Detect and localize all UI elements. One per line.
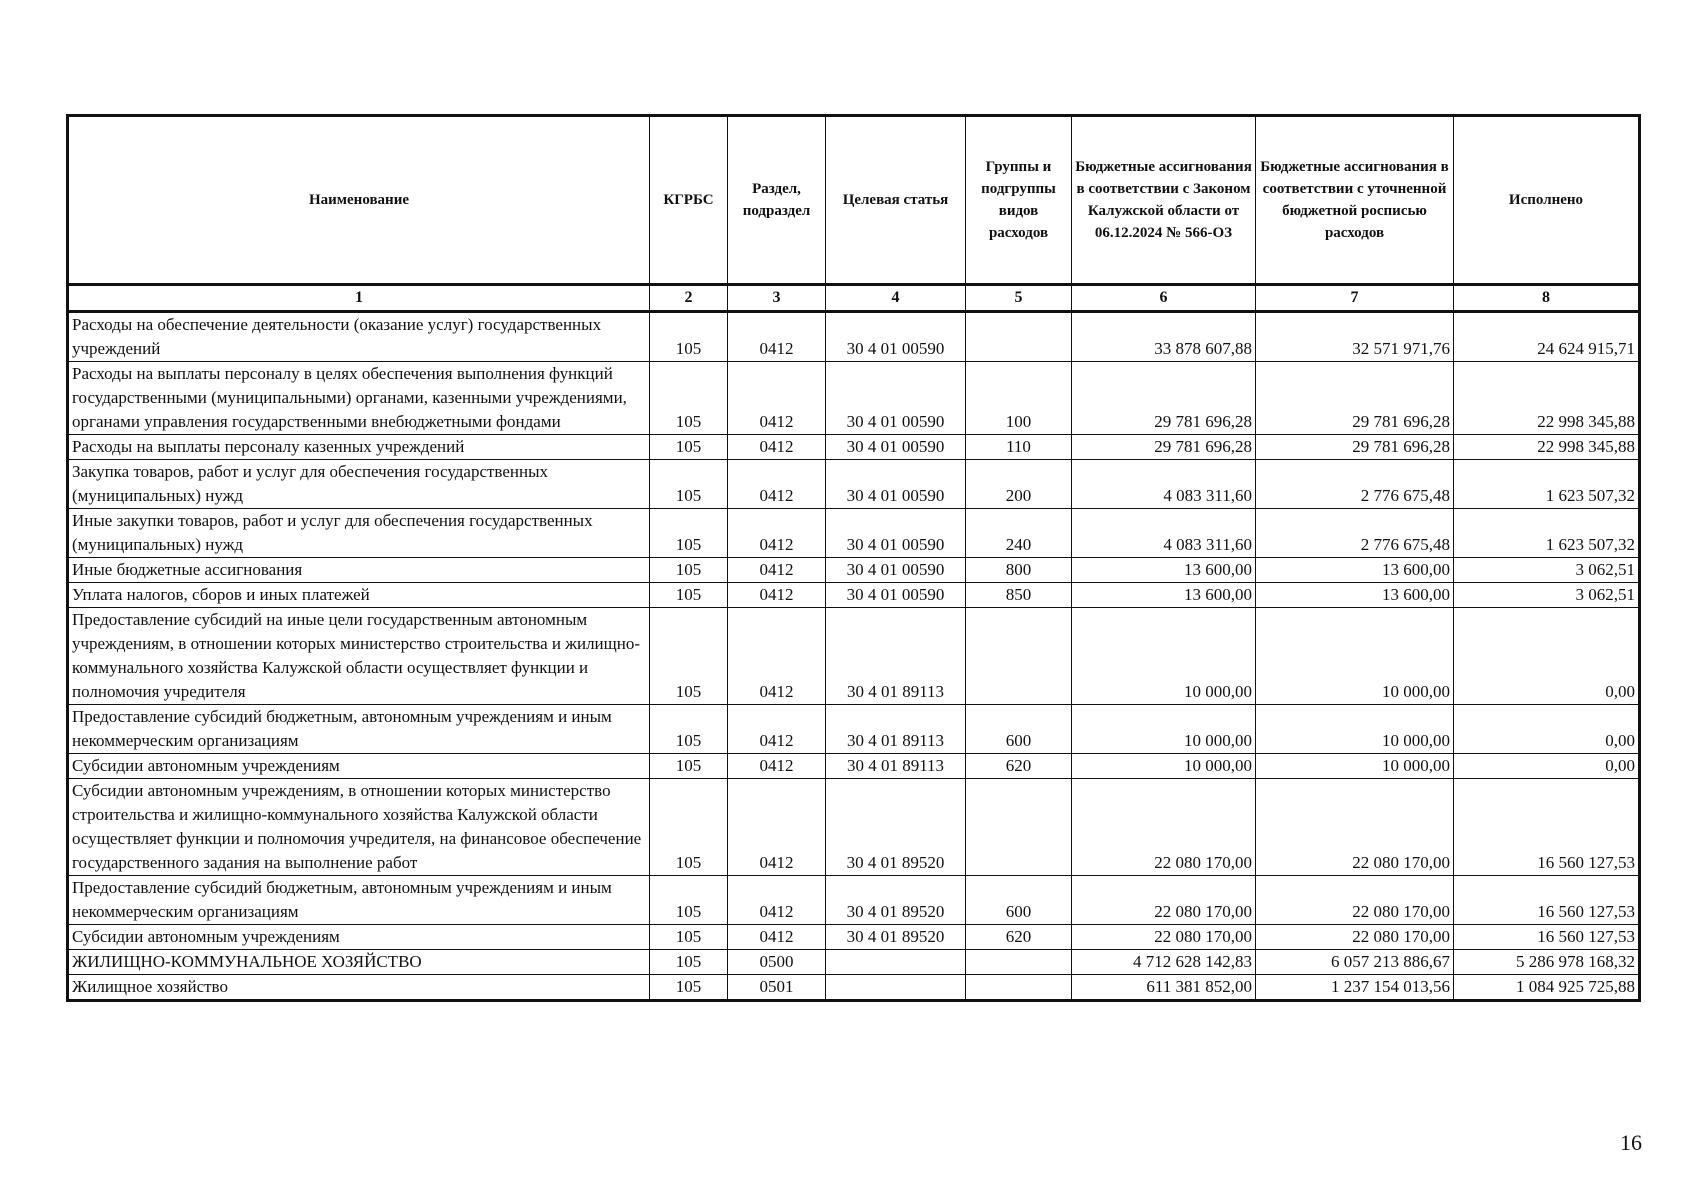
row-law-allocation: 29 781 696,28 [1072,362,1256,435]
row-name: Субсидии автономным учреждениям [68,754,650,779]
row-expense-group: 620 [966,754,1072,779]
row-kgrbs: 105 [650,435,728,460]
row-razdel: 0501 [728,975,826,1001]
row-name: Иные закупки товаров, работ и услуг для обеспечения государственных (муниципальных) нужд [68,509,650,558]
column-number: 2 [650,285,728,312]
row-razdel: 0412 [728,558,826,583]
row-expense-group: 200 [966,460,1072,509]
row-target-article: 30 4 01 00590 [826,312,966,362]
row-expense-group: 100 [966,362,1072,435]
row-expense-group [966,608,1072,705]
row-kgrbs: 105 [650,705,728,754]
row-razdel: 0412 [728,509,826,558]
row-target-article: 30 4 01 89113 [826,705,966,754]
row-kgrbs: 105 [650,975,728,1001]
column-number: 5 [966,285,1072,312]
row-name: Расходы на выплаты персоналу казенных учреждений [68,435,650,460]
row-target-article: 30 4 01 00590 [826,362,966,435]
row-razdel: 0412 [728,460,826,509]
header-target-article: Целевая статья [826,116,966,285]
row-name: Уплата налогов, сборов и иных платежей [68,583,650,608]
row-expense-group: 850 [966,583,1072,608]
row-refined-allocation: 22 080 170,00 [1256,779,1454,876]
row-name: Жилищное хозяйство [68,975,650,1001]
row-expense-group [966,779,1072,876]
row-name: Субсидии автономным учреждениям [68,925,650,950]
table-row [68,754,1640,779]
row-law-allocation: 22 080 170,00 [1072,779,1256,876]
row-executed: 1 623 507,32 [1454,460,1640,509]
column-number-row [68,285,1640,312]
row-executed: 16 560 127,53 [1454,925,1640,950]
row-name: Расходы на обеспечение деятельности (оказание услуг) государственных учреждений [68,312,650,362]
row-name: ЖИЛИЩНО-КОММУНАЛЬНОЕ ХОЗЯЙСТВО [68,950,650,975]
row-razdel: 0412 [728,583,826,608]
row-razdel: 0412 [728,754,826,779]
row-executed: 22 998 345,88 [1454,435,1640,460]
row-target-article [826,975,966,1001]
row-expense-group: 110 [966,435,1072,460]
table-row [68,779,1640,876]
row-law-allocation: 10 000,00 [1072,608,1256,705]
row-target-article: 30 4 01 00590 [826,583,966,608]
row-kgrbs: 105 [650,460,728,509]
row-razdel: 0412 [728,705,826,754]
header-name: Наименование [68,116,650,285]
row-refined-allocation: 2 776 675,48 [1256,509,1454,558]
row-expense-group [966,312,1072,362]
column-number: 4 [826,285,966,312]
header-law-allocations: Бюджетные ассигнования в соответствии с Законом Калужской области от 06.12.2024 № 566-ОЗ [1072,116,1256,285]
row-kgrbs: 105 [650,876,728,925]
row-expense-group: 620 [966,925,1072,950]
row-target-article [826,950,966,975]
row-refined-allocation: 22 080 170,00 [1256,876,1454,925]
row-kgrbs: 105 [650,583,728,608]
row-law-allocation: 33 878 607,88 [1072,312,1256,362]
row-razdel: 0412 [728,362,826,435]
row-refined-allocation: 2 776 675,48 [1256,460,1454,509]
table-row [68,876,1640,925]
row-razdel: 0412 [728,779,826,876]
row-kgrbs: 105 [650,950,728,975]
row-refined-allocation: 6 057 213 886,67 [1256,950,1454,975]
row-law-allocation: 13 600,00 [1072,558,1256,583]
row-expense-group: 240 [966,509,1072,558]
row-name: Закупка товаров, работ и услуг для обеспечения государственных (муниципальных) нужд [68,460,650,509]
row-executed: 5 286 978 168,32 [1454,950,1640,975]
row-law-allocation: 4 083 311,60 [1072,460,1256,509]
row-target-article: 30 4 01 00590 [826,558,966,583]
table-row [68,975,1640,1001]
row-refined-allocation: 22 080 170,00 [1256,925,1454,950]
header-row [68,116,1640,285]
row-law-allocation: 13 600,00 [1072,583,1256,608]
row-executed: 0,00 [1454,608,1640,705]
row-executed: 1 623 507,32 [1454,509,1640,558]
row-target-article: 30 4 01 00590 [826,460,966,509]
table-row [68,509,1640,558]
column-number: 3 [728,285,826,312]
column-number: 8 [1454,285,1640,312]
row-executed: 16 560 127,53 [1454,779,1640,876]
row-razdel: 0412 [728,312,826,362]
row-refined-allocation: 10 000,00 [1256,608,1454,705]
row-target-article: 30 4 01 00590 [826,509,966,558]
column-number: 1 [68,285,650,312]
table-row [68,705,1640,754]
row-refined-allocation: 13 600,00 [1256,583,1454,608]
column-number: 7 [1256,285,1454,312]
row-name: Расходы на выплаты персоналу в целях обеспечения выполнения функций государственными (муниципальными) органами, казенными учреждениями, органами управления государственными внебюджетными фондами [68,362,650,435]
row-refined-allocation: 10 000,00 [1256,705,1454,754]
row-expense-group: 600 [966,876,1072,925]
row-name: Предоставление субсидий бюджетным, автономным учреждениям и иным некоммерческим организациям [68,705,650,754]
row-razdel: 0412 [728,876,826,925]
row-target-article: 30 4 01 89113 [826,754,966,779]
row-expense-group: 600 [966,705,1072,754]
row-executed: 0,00 [1454,754,1640,779]
row-executed: 24 624 915,71 [1454,312,1640,362]
row-name: Предоставление субсидий бюджетным, автономным учреждениям и иным некоммерческим организациям [68,876,650,925]
table-row [68,312,1640,362]
header-refined-allocations: Бюджетные ассигнования в соответствии с уточненной бюджетной росписью расходов [1256,116,1454,285]
row-law-allocation: 22 080 170,00 [1072,876,1256,925]
row-executed: 3 062,51 [1454,558,1640,583]
row-executed: 0,00 [1454,705,1640,754]
row-razdel: 0412 [728,608,826,705]
table-row [68,362,1640,435]
row-refined-allocation: 29 781 696,28 [1256,362,1454,435]
row-kgrbs: 105 [650,362,728,435]
row-law-allocation: 29 781 696,28 [1072,435,1256,460]
column-number: 6 [1072,285,1256,312]
row-law-allocation: 10 000,00 [1072,705,1256,754]
row-kgrbs: 105 [650,754,728,779]
header-kgrbs: КГРБС [650,116,728,285]
row-target-article: 30 4 01 89520 [826,779,966,876]
header-razdel: Раздел, подраздел [728,116,826,285]
table-row [68,950,1640,975]
row-law-allocation: 10 000,00 [1072,754,1256,779]
row-refined-allocation: 32 571 971,76 [1256,312,1454,362]
table-row [68,435,1640,460]
row-target-article: 30 4 01 00590 [826,435,966,460]
row-name: Иные бюджетные ассигнования [68,558,650,583]
row-expense-group [966,950,1072,975]
row-target-article: 30 4 01 89113 [826,608,966,705]
row-kgrbs: 105 [650,608,728,705]
row-executed: 3 062,51 [1454,583,1640,608]
row-law-allocation: 4 083 311,60 [1072,509,1256,558]
header-expense-groups: Группы и подгруппы видов расходов [966,116,1072,285]
row-refined-allocation: 1 237 154 013,56 [1256,975,1454,1001]
table-row [68,460,1640,509]
row-refined-allocation: 13 600,00 [1256,558,1454,583]
row-name: Субсидии автономным учреждениям, в отношении которых министерство строительства и жилищно-коммунального хозяйства Калужской области осуществляет функции и полномочия учредителя, на финансовое обеспечение государственного задания на выполнение работ [68,779,650,876]
row-kgrbs: 105 [650,779,728,876]
table-row [68,583,1640,608]
row-name: Предоставление субсидий на иные цели государственным автономным учреждениям, в отношении которых министерство строительства и жилищно-коммунального хозяйства Калужской области осуществляет функции и полномочия учредителя [68,608,650,705]
row-refined-allocation: 29 781 696,28 [1256,435,1454,460]
row-executed: 22 998 345,88 [1454,362,1640,435]
row-expense-group [966,975,1072,1001]
row-kgrbs: 105 [650,509,728,558]
row-target-article: 30 4 01 89520 [826,876,966,925]
row-razdel: 0412 [728,435,826,460]
table-body [68,312,1640,1001]
row-law-allocation: 611 381 852,00 [1072,975,1256,1001]
row-kgrbs: 105 [650,558,728,583]
row-razdel: 0500 [728,950,826,975]
row-law-allocation: 4 712 628 142,83 [1072,950,1256,975]
row-refined-allocation: 10 000,00 [1256,754,1454,779]
row-target-article: 30 4 01 89520 [826,925,966,950]
budget-execution-table [66,114,1641,1002]
table-row [68,925,1640,950]
row-executed: 16 560 127,53 [1454,876,1640,925]
row-kgrbs: 105 [650,312,728,362]
table-row [68,608,1640,705]
row-kgrbs: 105 [650,925,728,950]
page-number: 16 [1620,1130,1642,1155]
table-row [68,558,1640,583]
row-razdel: 0412 [728,925,826,950]
header-executed: Исполнено [1454,116,1640,285]
row-expense-group: 800 [966,558,1072,583]
row-executed: 1 084 925 725,88 [1454,975,1640,1001]
row-law-allocation: 22 080 170,00 [1072,925,1256,950]
